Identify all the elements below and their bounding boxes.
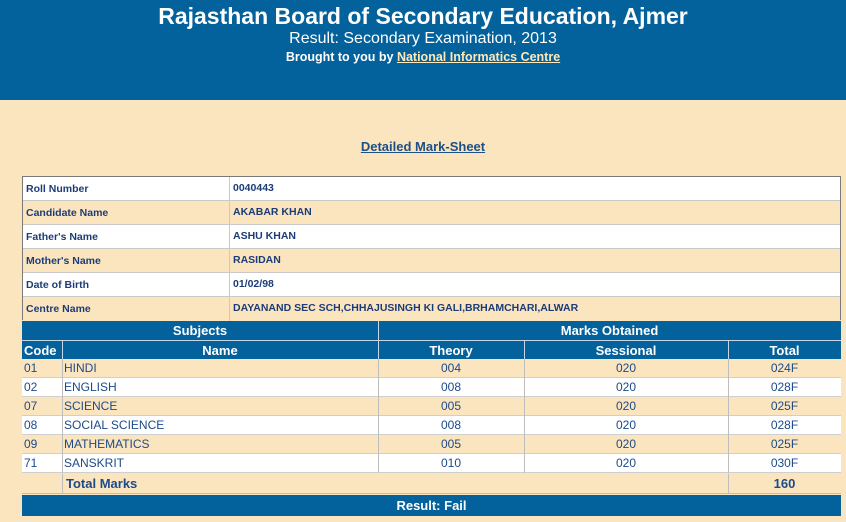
info-value: ASHU KHAN	[233, 230, 296, 242]
info-label: Roll Number	[26, 183, 89, 195]
subject-name: SCIENCE	[64, 399, 118, 413]
marks-row	[22, 454, 841, 473]
marks-group-header: Marks Obtained	[560, 323, 659, 338]
col-total-header: Total	[769, 343, 800, 358]
nic-link[interactable]: National Informatics Centre	[396, 50, 561, 64]
subjects-group-header: Subjects	[172, 323, 228, 338]
info-row-father-name	[23, 225, 840, 249]
total-marks: 030F	[770, 456, 799, 470]
info-value: 0040443	[233, 182, 274, 194]
marks-row	[22, 359, 841, 378]
subject-code: 09	[24, 437, 38, 451]
marks-row	[22, 416, 841, 435]
exam-title: Result: Secondary Examination, 2013	[289, 30, 557, 47]
subject-name: ENGLISH	[64, 380, 117, 394]
total-marks-label: Total Marks	[66, 476, 138, 491]
info-label: Centre Name	[26, 303, 91, 315]
total-marks-row	[22, 474, 841, 494]
info-row-candidate-name	[23, 201, 840, 225]
subject-name: SOCIAL SCIENCE	[64, 418, 165, 432]
column-header-row	[22, 340, 841, 359]
info-value: 01/02/98	[233, 278, 274, 290]
candidate-info-table	[22, 176, 841, 320]
info-row-centre-name	[23, 297, 840, 321]
subject-name: HINDI	[64, 361, 97, 375]
info-label: Date of Birth	[26, 279, 89, 291]
sessional-marks: 020	[615, 437, 637, 451]
sessional-marks: 020	[615, 380, 637, 394]
info-row-roll-number	[23, 177, 840, 201]
brought-by-prefix: Brought to you by	[285, 50, 397, 64]
theory-marks: 005	[440, 399, 462, 413]
marks-table	[22, 321, 841, 516]
info-row-date-of-birth	[23, 273, 840, 297]
total-marks: 028F	[770, 380, 799, 394]
col-sessional-header: Sessional	[595, 343, 657, 358]
subject-code: 01	[24, 361, 38, 375]
group-header-row	[22, 321, 841, 340]
marks-row	[22, 435, 841, 454]
marks-row	[22, 397, 841, 416]
col-code-header: Code	[24, 343, 57, 358]
total-marks: 025F	[770, 437, 799, 451]
subject-code: 02	[24, 380, 38, 394]
subject-code: 71	[24, 456, 38, 470]
total-marks: 025F	[770, 399, 799, 413]
info-label: Father's Name	[26, 231, 98, 243]
detailed-mark-sheet-title[interactable]: Detailed Mark-Sheet	[360, 139, 486, 154]
info-value: AKABAR KHAN	[233, 206, 312, 218]
theory-marks: 008	[440, 380, 462, 394]
info-value: RASIDAN	[233, 254, 281, 266]
sessional-marks: 020	[615, 456, 637, 470]
brought-by-line	[0, 50, 846, 65]
total-marks: 024F	[770, 361, 799, 375]
info-row-mother-name	[23, 249, 840, 273]
sessional-marks: 020	[615, 361, 637, 375]
board-title: Rajasthan Board of Secondary Education, Ajmer	[158, 3, 688, 29]
col-name-header: Name	[202, 343, 238, 358]
page-header	[0, 0, 846, 100]
col-theory-header: Theory	[429, 343, 473, 358]
theory-marks: 008	[440, 418, 462, 432]
total-marks: 028F	[770, 418, 799, 432]
total-marks-value: 160	[773, 476, 796, 491]
marks-row	[22, 378, 841, 397]
info-label: Mother's Name	[26, 255, 101, 267]
theory-marks: 010	[440, 456, 462, 470]
subject-name: MATHEMATICS	[64, 437, 150, 451]
result-status: Result: Fail	[22, 495, 841, 516]
theory-marks: 004	[440, 361, 462, 375]
theory-marks: 005	[440, 437, 462, 451]
sessional-marks: 020	[615, 399, 637, 413]
subject-code: 08	[24, 418, 38, 432]
sessional-marks: 020	[615, 418, 637, 432]
info-label: Candidate Name	[26, 207, 109, 219]
info-value: DAYANAND SEC SCH,CHHAJUSINGH KI GALI,BRHAMCHARI,ALWAR	[233, 302, 579, 314]
subject-code: 07	[24, 399, 38, 413]
subject-name: SANSKRIT	[64, 456, 125, 470]
